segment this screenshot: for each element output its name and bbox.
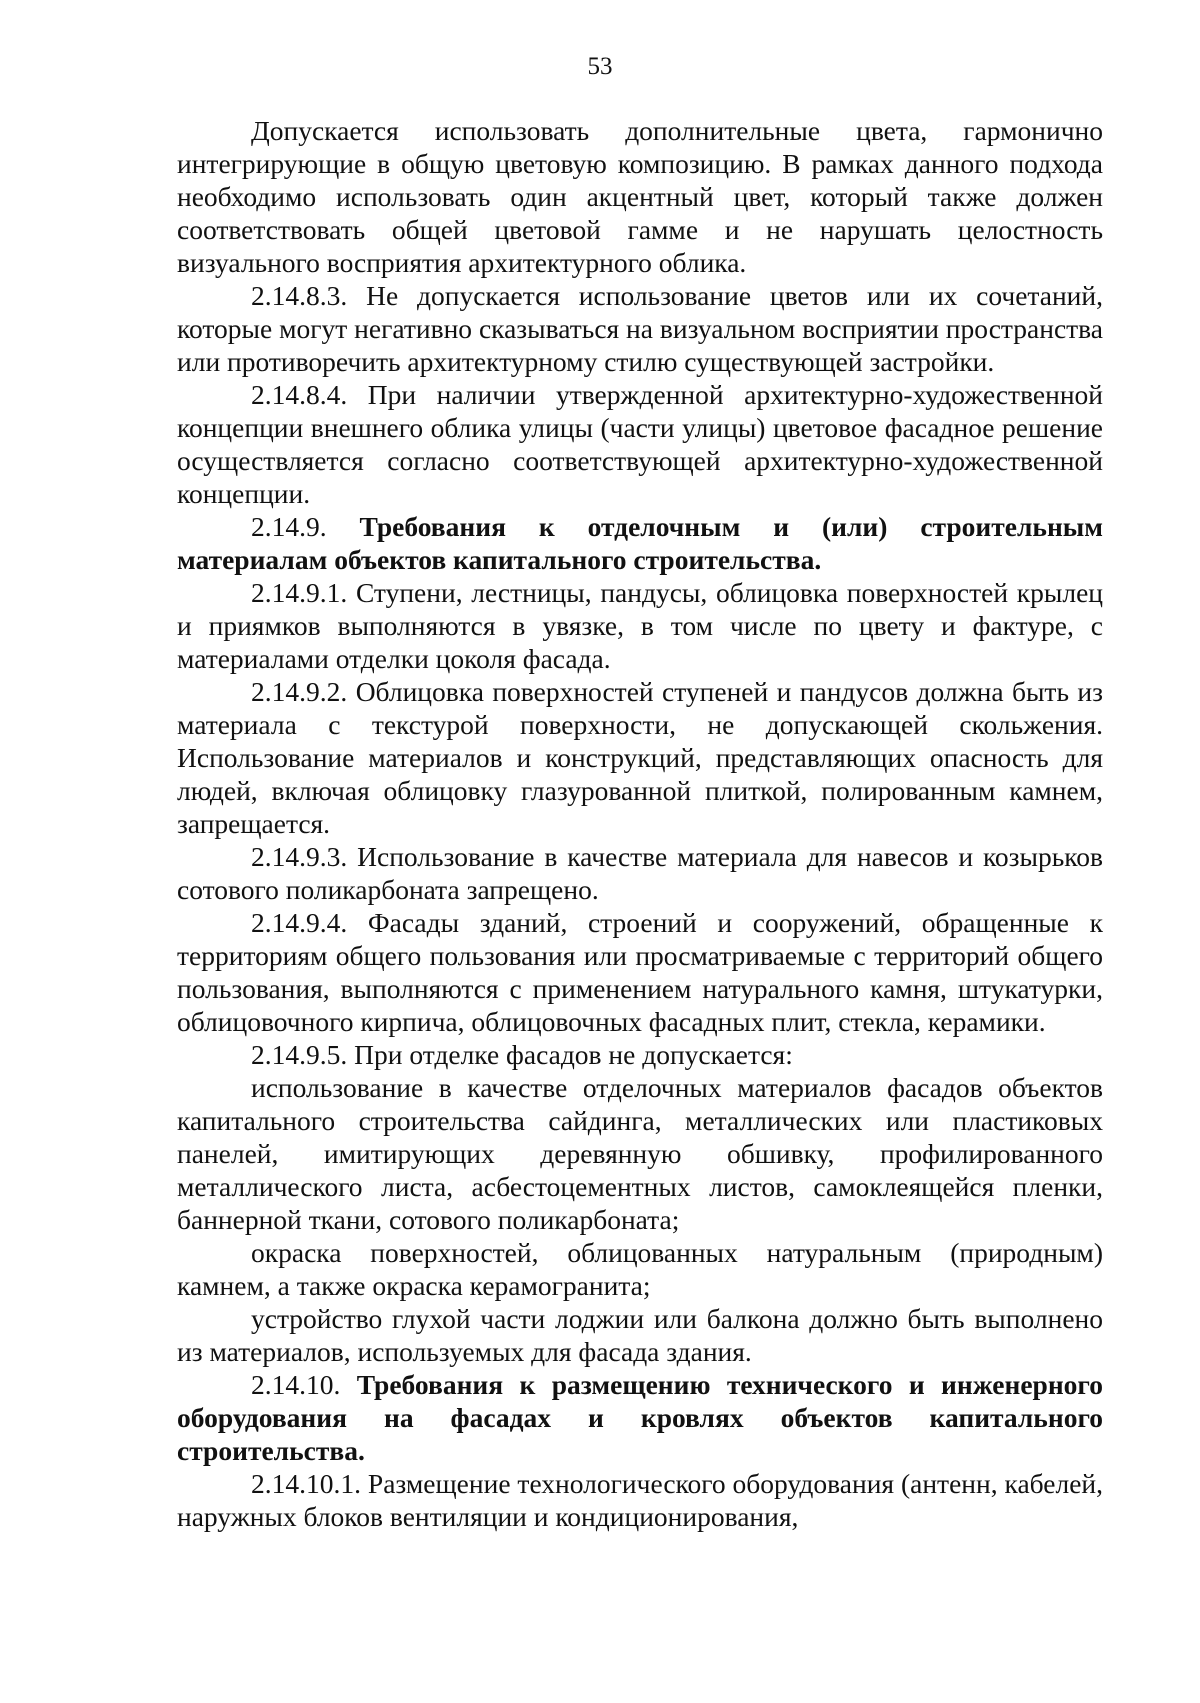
section-heading-2-14-9 bbox=[177, 510, 1103, 576]
paragraph-text: При отделке фасадов не допускается: bbox=[354, 1039, 793, 1070]
section-title: Требования к размещению технического и инженерного оборудования на фасадах и кровлях объектов капитального строительства. bbox=[177, 1369, 1103, 1466]
paragraph-number: 2.14.9.3. bbox=[251, 841, 348, 872]
list-item-text: использование в качестве отделочных материалов фасадов объектов капитального строительства сайдинга, металлических или пластиковых панелей, имитирующих деревянную обшивку, профилированного металлического листа, асбестоцементных листов, самоклеящейся пленки, баннерной ткани, сотового поликарбоната; bbox=[177, 1072, 1103, 1235]
page-number: 53 bbox=[587, 53, 613, 80]
paragraph-number: 2.14.9.2. bbox=[251, 676, 348, 707]
paragraph-2-14-9-3 bbox=[177, 840, 1103, 906]
paragraph-intro bbox=[177, 114, 1103, 279]
paragraph-2-14-8-3 bbox=[177, 279, 1103, 378]
paragraph-2-14-9-4 bbox=[177, 906, 1103, 1038]
paragraph-2-14-8-4 bbox=[177, 378, 1103, 510]
section-number: 2.14.9. bbox=[251, 511, 327, 542]
paragraph-text: Допускается использовать дополнительные цвета, гармонично интегрирующие в общую цветовую композицию. В рамках данного подхода необходимо использовать один акцентный цвет, который также должен соответствовать общей цветовой гамме и не нарушать целостность визуального восприятия архитектурного облика. bbox=[177, 115, 1103, 278]
list-item-painting bbox=[177, 1236, 1103, 1302]
paragraph-text: При наличии утвержденной архитектурно-художественной концепции внешнего облика улицы (части улицы) цветовое фасадное решение осуществляется согласно соответствующей архитектурно-художественной концепции. bbox=[177, 379, 1104, 509]
paragraph-number: 2.14.9.4. bbox=[251, 907, 348, 938]
paragraph-2-14-9-1 bbox=[177, 576, 1103, 675]
list-item-text: окраска поверхностей, облицованных натуральным (природным) камнем, а также окраска керамогранита; bbox=[177, 1237, 1103, 1301]
list-item-text: устройство глухой части лоджии или балкона должно быть выполнено из материалов, используемых для фасада здания. bbox=[177, 1303, 1103, 1367]
paragraph-text: Размещение технологического оборудования (антенн, кабелей, наружных блоков вентиляции и кондиционирования, bbox=[177, 1468, 1103, 1532]
paragraph-number: 2.14.9.1. bbox=[251, 577, 348, 608]
list-item-siding bbox=[177, 1071, 1103, 1236]
paragraph-text: Не допускается использование цветов или их сочетаний, которые могут негативно сказываться на визуальном восприятии пространства или противоречить архитектурному стилю существующей застройки. bbox=[177, 280, 1103, 377]
section-number: 2.14.10. bbox=[251, 1369, 341, 1400]
paragraph-text: Ступени, лестницы, пандусы, облицовка поверхностей крылец и приямков выполняются в увязке, в том числе по цвету и фактуре, с материалами отделки цоколя фасада. bbox=[177, 577, 1103, 674]
paragraph-text: Облицовка поверхностей ступеней и пандусов должна быть из материала с текстурой поверхности, не допускающей скольжения. Использование материалов и конструкций, представляющих опасность для людей, включая облицовку глазурованной плиткой, полированным камнем, запрещается. bbox=[177, 676, 1104, 839]
paragraph-number: 2.14.8.4. bbox=[251, 379, 348, 410]
paragraph-number: 2.14.8.3. bbox=[251, 280, 348, 311]
paragraph-number: 2.14.9.5. bbox=[251, 1039, 348, 1070]
paragraph-2-14-9-5 bbox=[177, 1038, 1103, 1071]
section-heading-2-14-10 bbox=[177, 1368, 1103, 1467]
document-body bbox=[177, 114, 1103, 1533]
list-item-loggia bbox=[177, 1302, 1103, 1368]
paragraph-2-14-10-1 bbox=[177, 1467, 1103, 1533]
section-title: Требования к отделочным и (или) строительным материалам объектов капитального строительства. bbox=[177, 511, 1104, 575]
paragraph-2-14-9-2 bbox=[177, 675, 1103, 840]
paragraph-number: 2.14.10.1. bbox=[251, 1468, 361, 1499]
paragraph-text: Фасады зданий, строений и сооружений, обращенные к территориям общего пользования или просматриваемые с территорий общего пользования, выполняются с применением натурального камня, штукатурки, облицовочного кирпича, облицовочных фасадных плит, стекла, керамики. bbox=[177, 907, 1103, 1037]
paragraph-text: Использование в качестве материала для навесов и козырьков сотового поликарбоната запрещено. bbox=[177, 841, 1104, 905]
